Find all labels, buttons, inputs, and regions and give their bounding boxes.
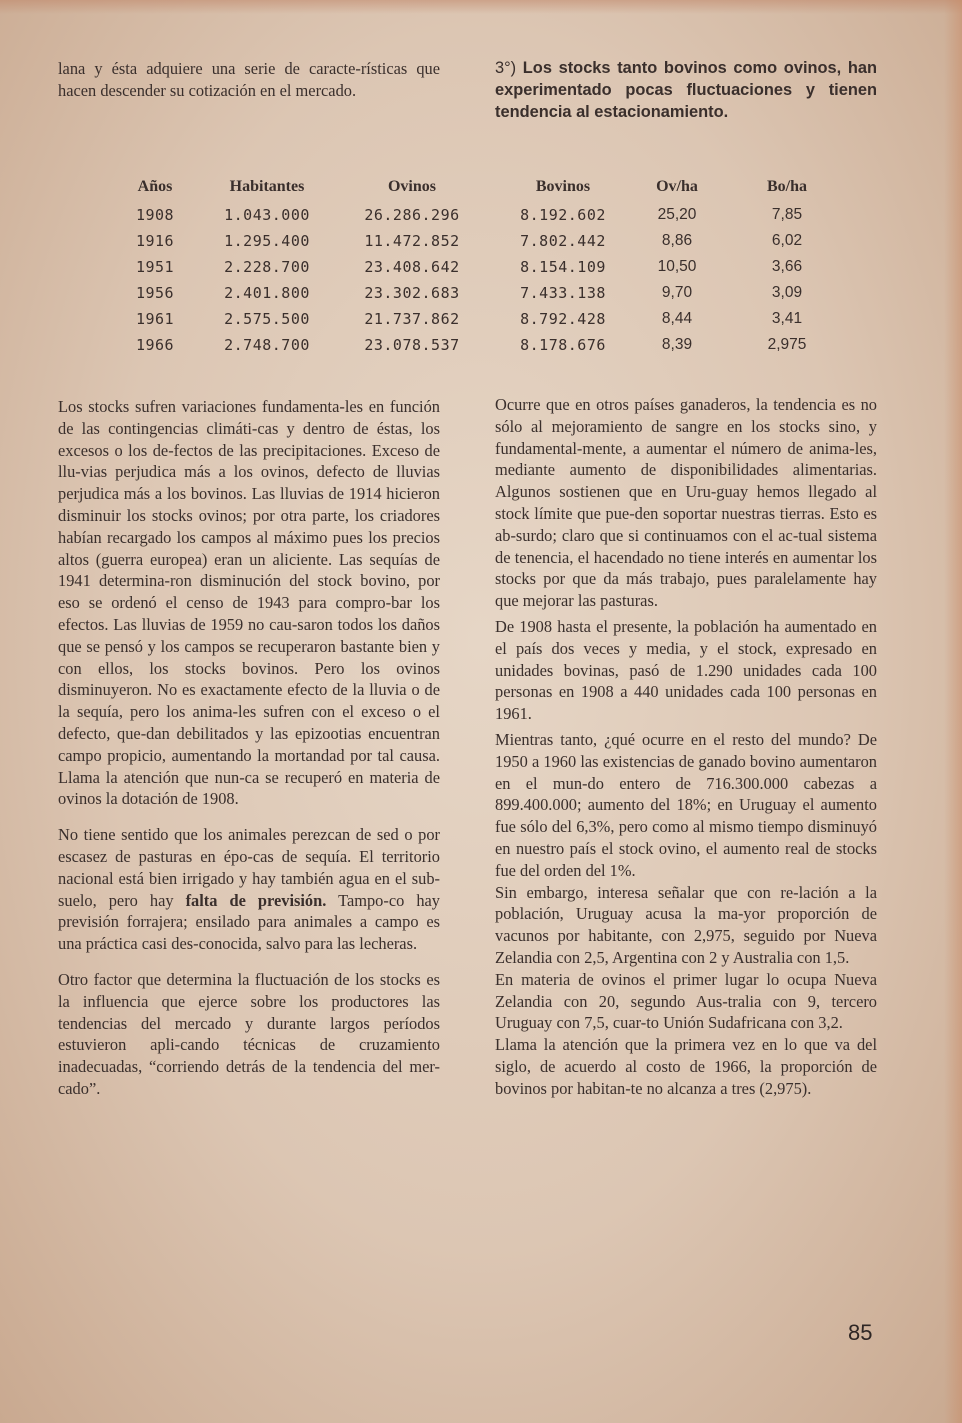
table-row bbox=[502, 202, 844, 228]
header-habitantes: Habitantes bbox=[229, 178, 305, 195]
cell-ov-ha: 8,86 bbox=[661, 232, 693, 249]
page-edge-shadow-top bbox=[0, 0, 962, 14]
cell-habitantes: 1.295.400 bbox=[224, 232, 310, 250]
right-column-body bbox=[495, 394, 877, 1100]
cell-bovinos: 7.802.442 bbox=[520, 232, 606, 250]
table-row bbox=[118, 280, 482, 306]
cell-ov-ha: 10,50 bbox=[657, 258, 697, 275]
left-column-body bbox=[58, 396, 440, 1100]
paragraph-market-trends: Otro factor que determina la fluctuación de los stocks es la influencia que ejerce sobre los productores las tendencias del mercado y durante largos períodos estuvieron apli-cando técnicas de cruzamiento inadecuadas, “corriendo detrás de la tendencia del mer-cado”. bbox=[58, 969, 440, 1098]
intro-paragraph: lana y ésta adquiere una serie de caracte-rísticas que hacen descender su cotización en el mercado. bbox=[58, 59, 440, 100]
table-row bbox=[502, 280, 844, 306]
paragraph-first-time: Llama la atención que la primera vez en lo que va del siglo, de acuerdo al costo de 1966, la proporción de bovinos por habitan-te no alcanza a tres (2,975). bbox=[495, 1035, 877, 1098]
table-row bbox=[118, 202, 482, 228]
emphasis-falta-de-prevision: falta de previsión. bbox=[185, 890, 327, 910]
cell-year: 1916 bbox=[135, 232, 175, 250]
table-header-row bbox=[118, 172, 482, 202]
cell-habitantes: 2.401.800 bbox=[224, 284, 310, 302]
table-row bbox=[502, 306, 844, 332]
cell-bo-ha: 7,85 bbox=[771, 206, 803, 223]
header-bo-ha: Bo/ha bbox=[766, 178, 807, 195]
cell-ovinos: 23.078.537 bbox=[364, 336, 460, 354]
cell-ovinos: 23.302.683 bbox=[364, 284, 460, 302]
cell-ov-ha: 25,20 bbox=[657, 206, 697, 223]
cell-ovinos: 21.737.862 bbox=[364, 310, 460, 328]
paragraph-stock-variations: Los stocks sufren variaciones fundamenta-les en función de las contingencias climáti-cas y dentro de éstas, los excesos o los de-fectos de las precipitaciones. Exceso de llu-vias perjudica más a los ovinos, defecto de lluvias perjudica más a los bovinos. Las lluvias de 1914 hicieron disminuir los stocks ovinos; por otra parte, los criadores habían recargado los campos al máximo pues los precios altos (guerra europea) eran un aliciente. Las sequías de 1941 determina-ron disminución del stock bovino, por eso se ordenó el censo de 1943 para compro-bar los efectos. Las lluvias de 1959 no cau-saron todos los daños que se pensó y los campos se recuperaron bastante bien y con ellos, los stocks bovinos. Pero los ovinos disminuyeron. No es exactamente efecto de la lluvia o de la sequía, pero los anima-les sufren con el exceso o el defecto, que-dan debilitados y las epizootias encuentran campo propicio, aumentando la mortandad por tal causa. Llama la atención que nun-ca se recuperó en materia de ovinos la dotación de 1908. bbox=[58, 397, 440, 809]
stats-table-right bbox=[502, 172, 844, 358]
table-row bbox=[502, 332, 844, 358]
table-row bbox=[502, 228, 844, 254]
cell-ovinos: 11.472.852 bbox=[364, 232, 460, 250]
cell-bo-ha: 2,975 bbox=[767, 336, 807, 353]
cell-bovinos: 8.154.109 bbox=[520, 258, 606, 276]
section-heading-text: Los stocks tanto bovinos como ovinos, han experimentado pocas fluctuaciones y tienen tendencia al estacionamiento. bbox=[495, 59, 877, 121]
header-ov-ha: Ov/ha bbox=[656, 178, 698, 195]
table-row bbox=[118, 228, 482, 254]
page-edge-shadow-right bbox=[944, 0, 962, 1423]
cell-ov-ha: 9,70 bbox=[661, 284, 693, 301]
cell-ov-ha: 8,44 bbox=[661, 310, 693, 327]
cell-year: 1908 bbox=[135, 206, 175, 224]
page-number: 85 bbox=[848, 1320, 873, 1345]
cell-ovinos: 23.408.642 bbox=[364, 258, 460, 276]
cell-ovinos: 26.286.296 bbox=[364, 206, 460, 224]
cell-year: 1966 bbox=[135, 336, 175, 354]
paragraph-lack-of-foresight: No tiene sentido que los animales perezcan de sed o por escasez de pasturas en épo-cas de sequía. El territorio nacional está bien irrigado y hay también agua en el sub-suelo, pero hay falta de previsión. Tampo-co hay previsión forrajera; ensilado para animales a campo es una práctica casi des-conocida, salvo para las lecheras. bbox=[58, 825, 440, 954]
table-row bbox=[502, 254, 844, 280]
cell-bo-ha: 6,02 bbox=[771, 232, 803, 249]
section-heading bbox=[495, 58, 877, 123]
paragraph-sheep-ranking: En materia de ovinos el primer lugar lo ocupa Nueva Zelandia con 20, segundo Aus-tralia con 9, tercero Uruguay con 7,5, cuar-to Unión Sudafricana con 3,2. bbox=[495, 969, 877, 1033]
stats-table-left bbox=[118, 172, 482, 358]
table-row bbox=[118, 306, 482, 332]
header-ovinos: Ovinos bbox=[387, 178, 436, 195]
section-heading-number: 3°) bbox=[495, 59, 523, 77]
cell-habitantes: 2.228.700 bbox=[224, 258, 310, 276]
header-anos: Años bbox=[137, 178, 173, 195]
table-header-row bbox=[502, 172, 844, 202]
cell-year: 1951 bbox=[135, 258, 175, 276]
cell-bovinos: 8.192.602 bbox=[520, 206, 606, 224]
cell-bo-ha: 3,66 bbox=[771, 258, 803, 275]
paragraph-rest-of-world: Mientras tanto, ¿qué ocurre en el resto del mundo? De 1950 a 1960 las existencias de ganado bovino aumentaron en el mun-do entero de 716.300.000 cabezas a 899.400.000; aumento del 18%; en Uruguay el aumento fue sólo del 6,3%, pero como al mismo tiempo disminuyó en nuestro país el stock ovino, el aumento real de stocks fue del orden del 1%. bbox=[495, 729, 877, 880]
cell-year: 1956 bbox=[135, 284, 175, 302]
cell-habitantes: 2.575.500 bbox=[224, 310, 310, 328]
paragraph-other-countries: Ocurre que en otros países ganaderos, la tendencia es no sólo al mejoramiento de sangre en los stocks sino, y fundamental-mente, a aumentar el número de anima-les, mediante aumento de disponibilidades alimentarias. Algunos sostienen que en Uru-guay hemos llegado al stock límite que pue-den soportar nuestras tierras. Esto es ab-surdo; claro que si continuamos con el ac-tual sistema de tenencia, el hacendado no tiene interés en aumentar los stocks por que da más trabajo, pues paralelamente hay que mejorar las pasturas. bbox=[495, 395, 877, 611]
table-row bbox=[118, 332, 482, 358]
cell-year: 1961 bbox=[135, 310, 175, 328]
cell-habitantes: 1.043.000 bbox=[224, 206, 310, 224]
paragraph-cattle-per-capita: Sin embargo, interesa señalar que con re-lación a la población, Uruguay acusa la ma-yor proporción de vacunos por habitante, con 2,975, seguido por Nueva Zelandia con 2,5, Argentina con 2 y Australia con 1,5. bbox=[495, 882, 877, 967]
cell-ov-ha: 8,39 bbox=[661, 336, 693, 353]
right-column-heading bbox=[495, 58, 877, 123]
cell-habitantes: 2.748.700 bbox=[224, 336, 310, 354]
left-column-intro bbox=[58, 58, 440, 102]
cell-bovinos: 8.178.676 bbox=[520, 336, 606, 354]
cell-bovinos: 8.792.428 bbox=[520, 310, 606, 328]
paragraph-population-growth: De 1908 hasta el presente, la población ha aumentado en el país dos veces y media, y el stock, expresado en unidades bovinas, pasó de 1.290 unidades cada 100 personas en 1908 a 440 unidades cada 100 personas en 1961. bbox=[495, 616, 877, 724]
header-bovinos: Bovinos bbox=[535, 178, 591, 195]
cell-bovinos: 7.433.138 bbox=[520, 284, 606, 302]
table-row bbox=[118, 254, 482, 280]
cell-bo-ha: 3,41 bbox=[771, 310, 803, 327]
cell-bo-ha: 3,09 bbox=[771, 284, 803, 301]
